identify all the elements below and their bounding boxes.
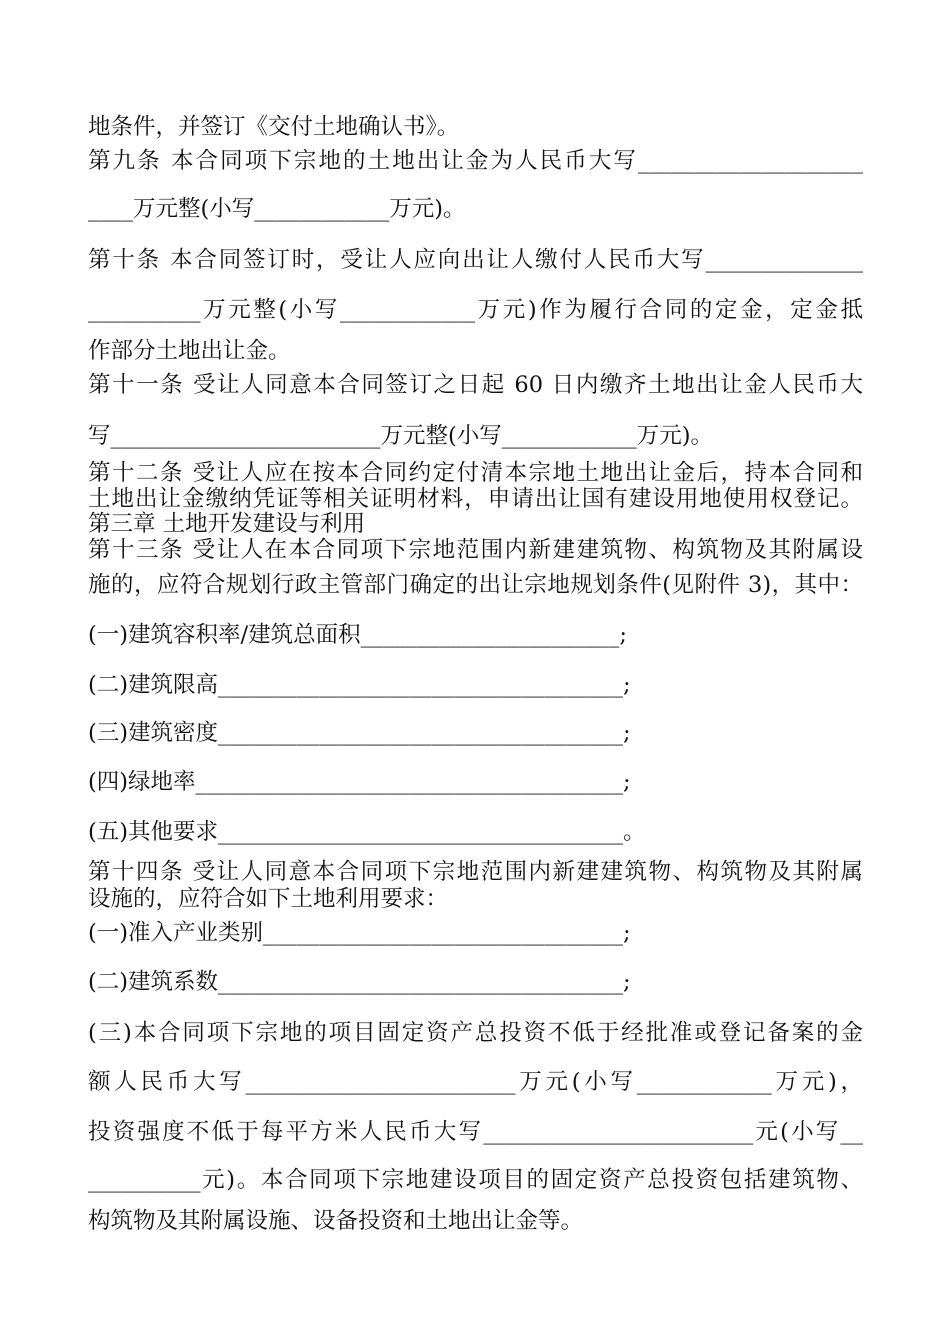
list-item: (二)建筑限高____________________________________; — [88, 672, 631, 698]
article-14-line: 第十四条 受让人同意本合同项下宗地范围内新建建筑物、构筑物及其附属 — [88, 859, 863, 885]
text-line: 投资强度不低于每平方米人民币大写________________________元(小写__ — [88, 1119, 863, 1145]
list-item: (三)建筑密度____________________________________; — [88, 720, 631, 746]
text-line: ____万元整(小写____________万元)。 — [88, 196, 466, 222]
article-10-line: 第十条 本合同签订时，受让人应向出让人缴付人民币大写______________ — [88, 247, 863, 273]
list-item: (一)准入产业类别________________________________; — [88, 920, 631, 946]
text-line: 额人民币大写________________________万元(小写____________万元)， — [88, 1069, 863, 1095]
text-line: 构筑物及其附属设施、设备投资和土地出让金等。 — [88, 1208, 584, 1234]
list-item: (三)本合同项下宗地的项目固定资产总投资不低于经批准或登记备案的金 — [88, 1020, 863, 1046]
text-line: __________元)。本合同项下宗地建设项目的固定资产总投资包括建筑物、 — [88, 1167, 863, 1193]
text-line: 作部分土地出让金。 — [88, 338, 291, 364]
article-11-line: 第十一条 受让人同意本合同签订之日起 60 日内缴齐土地出让金人民币大 — [88, 372, 863, 398]
list-item: (一)建筑容积率/建筑总面积_______________________; — [88, 622, 627, 648]
text-line: 地条件，并签订《交付土地确认书》。 — [88, 114, 460, 140]
text-line: 土地出让金缴纳凭证等相关证明材料，申请出让国有建设用地使用权登记。 — [88, 486, 863, 512]
chapter-3-heading: 第三章 土地开发建设与利用 — [88, 511, 366, 537]
list-item: (二)建筑系数____________________________________; — [88, 969, 631, 995]
text-line: 写________________________万元整(小写____________万元)。 — [88, 423, 714, 449]
list-item: (五)其他要求____________________________________。 — [88, 819, 646, 845]
article-9-line: 第九条 本合同项下宗地的土地出让金为人民币大写____________________ — [88, 148, 863, 174]
text-line: 设施的，应符合如下土地利用要求： — [88, 886, 449, 912]
text-line: __________万元整(小写____________万元)作为履行合同的定金，定金抵 — [88, 297, 863, 323]
list-item: (四)绿地率______________________________________; — [88, 769, 631, 795]
article-12-line: 第十二条 受让人应在按本合同约定付清本宗地土地出让金后，持本合同和 — [88, 460, 863, 486]
article-13-line: 第十三条 受让人在本合同项下宗地范围内新建建筑物、构筑物及其附属设 — [88, 537, 863, 563]
text-line: 施的，应符合规划行政主管部门确定的出让宗地规划条件(见附件 3)，其中： — [88, 572, 863, 598]
